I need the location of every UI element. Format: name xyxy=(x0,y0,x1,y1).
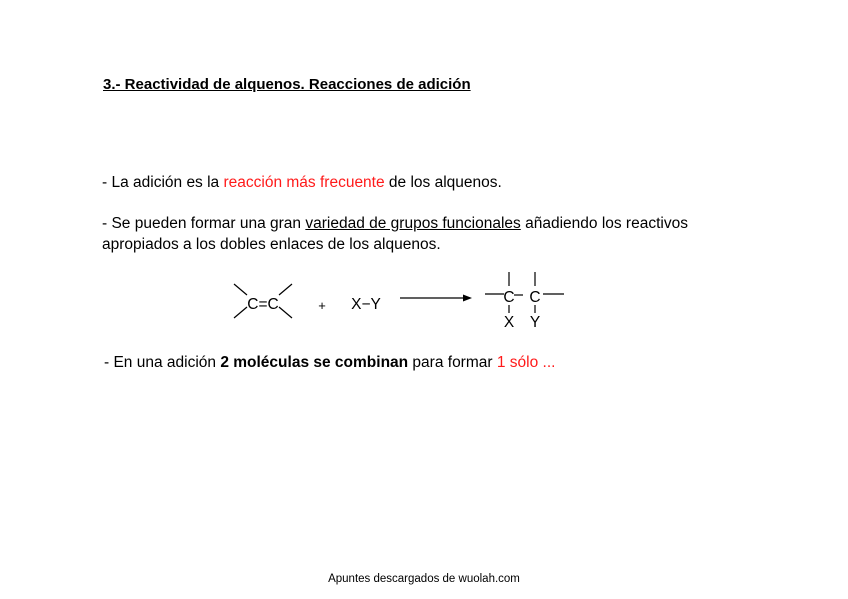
reaction-arrow-head xyxy=(463,295,472,302)
reagent-label: X−Y xyxy=(351,296,381,313)
reactant-alkene-label: C=C xyxy=(247,296,279,313)
alkene-bond-lower-left xyxy=(234,307,247,318)
p1-highlight: reacción más frecuente xyxy=(223,174,385,191)
product-carbon-1: C xyxy=(503,289,515,306)
reaction-scheme xyxy=(220,262,580,332)
alkene-bond-upper-left xyxy=(234,284,247,295)
product-substituent-y: Y xyxy=(529,314,541,331)
p3-bold-phrase: 2 moléculas se combinan xyxy=(220,354,409,371)
p2-line-2: apropiados a los dobles enlaces de los alquenos. xyxy=(102,236,441,253)
section-title: 3.- Reactividad de alquenos. Reacciones de adición xyxy=(103,76,471,93)
paragraph-combination xyxy=(104,352,555,373)
product-substituent-x: X xyxy=(503,314,515,331)
paragraph-addition-frequency xyxy=(102,172,502,193)
alkene-bond-upper-right xyxy=(279,284,292,295)
p3-text-mid: para formar xyxy=(408,354,497,371)
p1-text-end: de los alquenos. xyxy=(384,174,502,191)
p3-text-start: - En una adición xyxy=(104,354,221,371)
product-carbon-2: C xyxy=(529,289,541,306)
alkene-bond-lower-right xyxy=(279,307,292,318)
p2-text-end: añadiendo los reactivos xyxy=(520,215,688,232)
plus-sign: + xyxy=(318,298,326,313)
footer-source: Apuntes descargados de wuolah.com xyxy=(328,573,520,585)
p3-highlight: 1 sólo ... xyxy=(496,354,556,371)
p2-underlined-phrase: variedad de grupos funcionales xyxy=(305,215,521,232)
p2-line-1 xyxy=(102,213,688,234)
p2-text-start: - Se pueden formar una gran xyxy=(102,215,306,232)
paragraph-functional-groups xyxy=(102,213,688,255)
p1-text-start: - La adición es la xyxy=(102,174,224,191)
